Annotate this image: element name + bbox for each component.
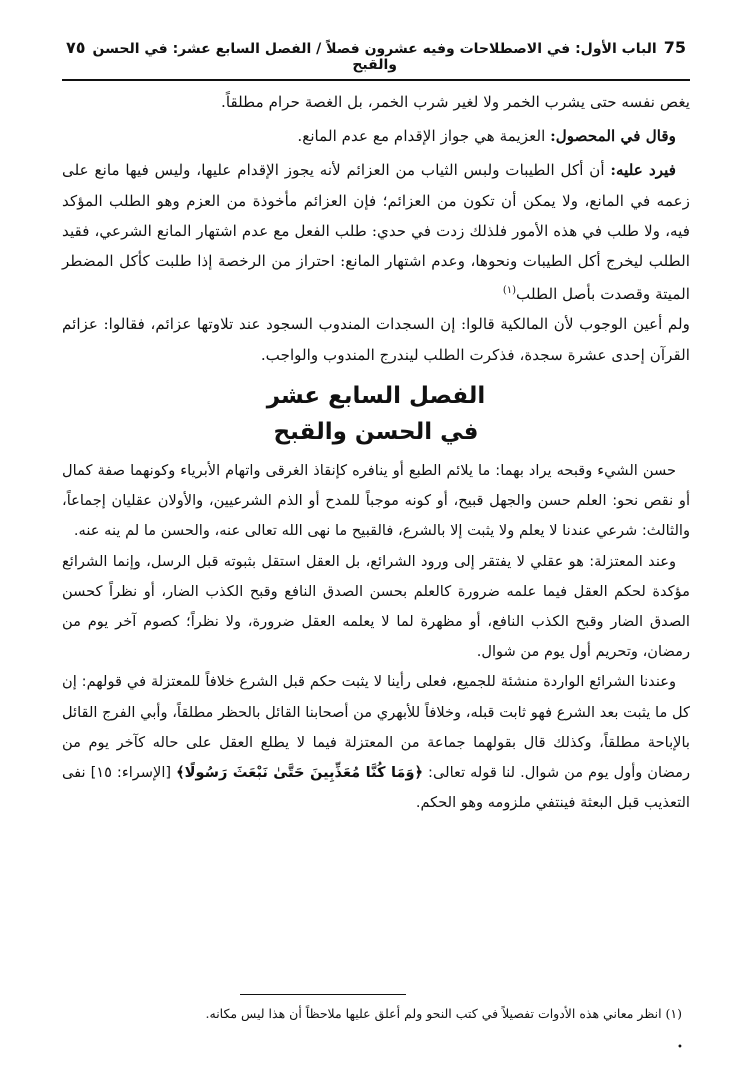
paragraph: وعند المعتزلة: هو عقلي لا يفتقر إلى ورود الشرائع، بل العقل استقل بثبوته قبل الرسل، وإنما الشرائع مؤكدة لحكم العقل فيما علمه ضرورة كالعلم بحسن الصدق النافع وقبح الكذب الضار، أو نظراً كحسن الصدق الضار وقبح الكذب النافع، أو مظهرة لما لا يعلمه العقل ضرورة، ولا نظراً؛ كصوم آخر يوم من رمضان، وتحريم أول يوم من شوال. xyxy=(62,552,690,661)
chapter-title: الفصل السابع عشر xyxy=(266,382,486,409)
page-content xyxy=(62,38,690,818)
paragraph xyxy=(62,121,690,151)
footnote: (١) انظر معاني هذه الأدوات تفصيلاً في كتب النحو ولم أعلق عليها ملاحظاً أن هذا ليس مكانه. xyxy=(205,1006,682,1021)
footnote-separator xyxy=(240,994,406,995)
page-number-right: 75 xyxy=(663,38,686,57)
bold-lead: وقال في المحصول: xyxy=(550,127,676,146)
paragraph: حسن الشيء وقبحه يراد بهما: ما يلائم الطبع أو ينافره كإنقاذ الغرقى واتهام الأبرياء وكونهما صفة كمال أو نقص نحو: العلم حسن والجهل قبيح، أو كونه موجباً للمدح أو الذم الشرعيين، والأولان عقليان إجماعاً، والثالث: شرعي عندنا لا يعلم ولا يثبت إلا بالشرع، فالقبيح ما نهى الله تعالى عنه، والحسن ما لم ينه عنه. xyxy=(62,461,690,540)
paragraph-text: نفى التعذيب قبل البعثة فينتفي ملزومه وهو الحكم. xyxy=(62,763,690,812)
bold-lead: فيرد عليه: xyxy=(610,161,676,180)
chapter-heading xyxy=(62,378,690,450)
verse-citation: [الإسراء: ١٥] xyxy=(85,763,177,781)
paragraph xyxy=(62,667,690,818)
paragraph xyxy=(62,155,690,309)
running-header xyxy=(62,38,690,81)
paragraph-text: العزيمة هي جواز الإقدام مع عدم المانع. xyxy=(297,127,551,146)
paragraph: ولم أعين الوجوب لأن المالكية قالوا: إن السجدات المندوب السجود عند تلاوتها عزائم، فقالوا: عزائم القرآن إحدى عشرة سجدة، فذكرت الطلب ليندرج المندوب والواجب. xyxy=(62,315,690,364)
footnote-marker[interactable]: (١) xyxy=(502,285,517,297)
paragraph: يغص نفسه حتى يشرب الخمر ولا لغير شرب الخمر، بل الغصة حرام مطلقاً. xyxy=(221,93,690,111)
running-title: الباب الأول: في الاصطلاحات وفيه عشرون فصلاً / الفصل السابع عشر: في الحسن والقبح xyxy=(92,41,657,73)
paragraph-text: وعندنا الشرائع الواردة منشئة للجميع، فعلى رأينا لا يثبت حكم قبل الشرع خلافاً للمعتزلة في قولهم: إن كل ما يثبت بعد الشرع فهو ثابت قبله، وخلافاً للأبهري من أصحابنا القائل بالحظر مطلقاً، وأبي الفرج القائل بالإباحة مطلقاً، وكذلك قال بقولهما جماعة من المعتزلة فيما لا يطلع العقل على حاله كآخر يوم من رمضان وأول يوم من شوال. لنا قوله تعالى: xyxy=(62,673,690,781)
chapter-subtitle: في الحسن والقبح xyxy=(273,418,479,445)
quran-verse: ﴿وَمَا كُنَّا مُعَذِّبِينَ حَتَّىٰ نَبْعَثَ رَسُولًا﴾ xyxy=(176,763,424,781)
page-number-left: ٧٥ xyxy=(66,38,86,57)
page-mark: • xyxy=(677,1042,683,1053)
paragraph-text: أن أكل الطيبات ولبس الثياب من العزائم لأنه يجوز الإقدام عليها، وليس فيها مانع على زعمه في المانع، ولا يمكن أن تكون من العزائم؛ فإن العزائم مأخوذة من العزم وهو الطلب المؤكد فيه، ولا طلب في هذه الأمور فلذلك زدت في حدي: طلب الفعل مع عدم اشتهار المانع الشرعي، فقيد الطلب ليخرج أكل الطيبات ونحوها، وعدم اشتهار المانع: احتراز من الرخصة إذا طلبت كأكل المضطر الميتة وقصدت بأصل الطلب xyxy=(62,161,690,304)
